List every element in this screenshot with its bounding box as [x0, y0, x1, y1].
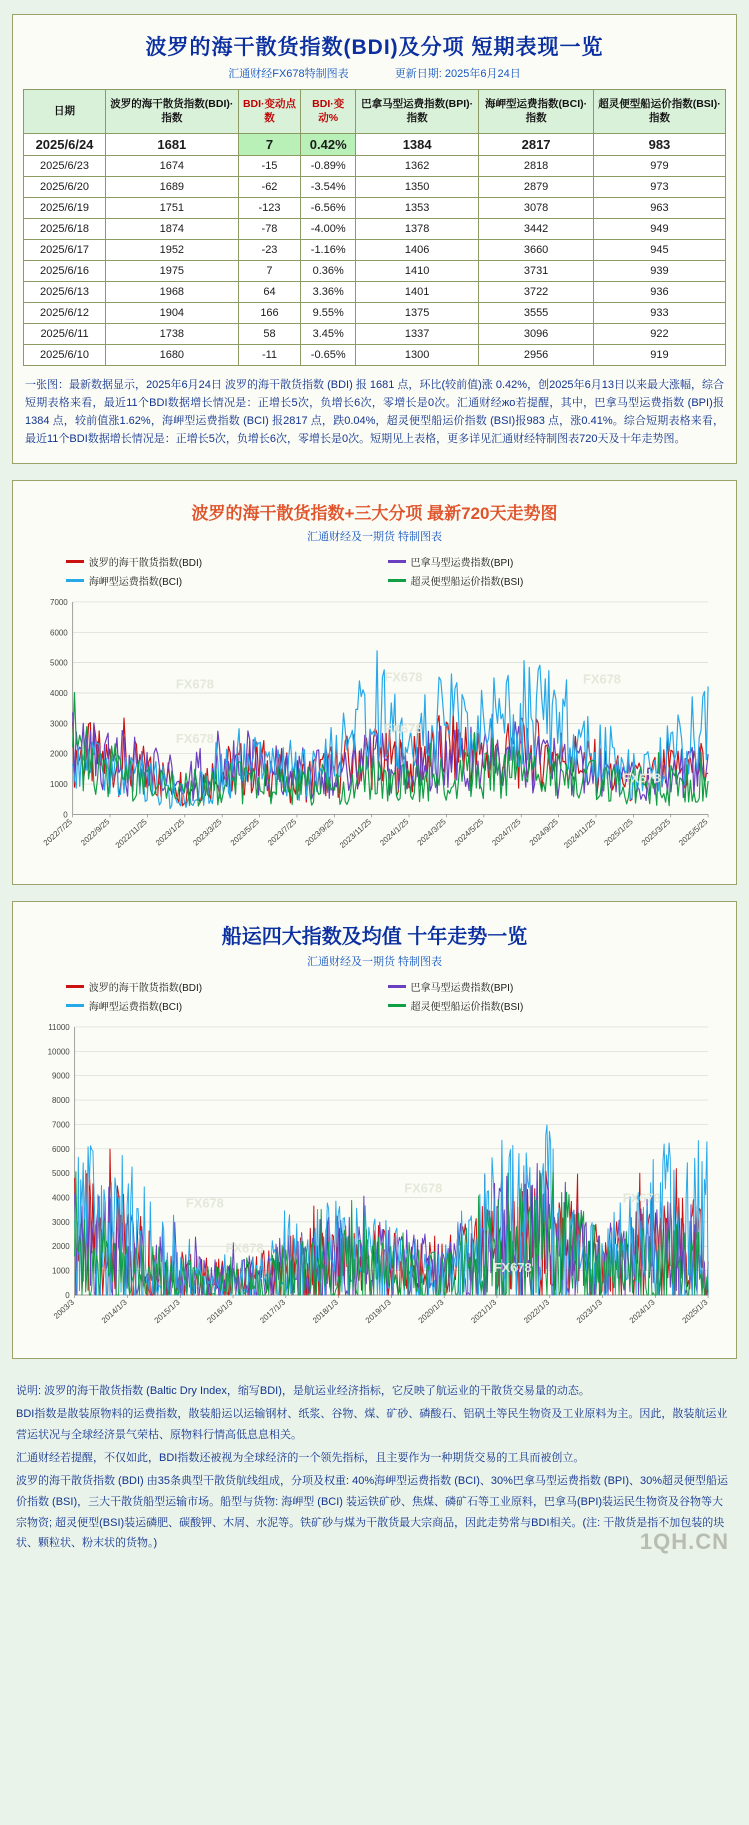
chart-10y-legend	[23, 975, 726, 1019]
cell-chg: 166	[238, 303, 301, 324]
legend-swatch-bpi	[388, 985, 406, 988]
svg-text:2021/1/3: 2021/1/3	[469, 1297, 499, 1325]
table-row	[24, 156, 726, 177]
svg-text:FX678: FX678	[622, 770, 661, 786]
svg-text:2022/7/25: 2022/7/25	[41, 816, 75, 848]
svg-text:6000: 6000	[52, 1144, 70, 1154]
cell-bdi: 1680	[106, 345, 239, 366]
svg-text:9000: 9000	[52, 1071, 70, 1081]
table-subtitle	[23, 63, 726, 89]
cell-bdi: 1952	[106, 240, 239, 261]
note-line-1: 说明: 波罗的海干散货指数 (Baltic Dry Index，缩写BDI)，是航运业经济指标，它反映了航运业的干散货交易量的动态。	[16, 1385, 590, 1398]
cell-bci: 3660	[479, 240, 594, 261]
legend-label: 海岬型运费指数(BCI)	[88, 576, 183, 588]
legend-label: 巴拿马型运费指数(BPI)	[410, 982, 514, 994]
summary-text: 一张图：最新数据显示，2025年6月24日 波罗的海干散货指数 (BDI) 报 1681 点，环比(较前值)涨 0.42%，创2025年6月13日以来最大涨幅，综合短期表格来看，最近11个BDI数据增长情况是：正增长5次，负增长6次，零增长是0次。汇通财经жо若提醒，其中，巴拿马型运费指数 (BPI)报1384 点，较前值涨1.62%，海岬型运费指数 (BCI) 报2817 点，跌0.04%，超灵便型船运价指数 (BSI)报983 点，涨0.41%。综合短期表格来看，最近11个BDI数据增长情况是：正增长5次，负增长6次，零增长是0次。短期见上表格，更多详见汇通财经特制图表720天及十年走势图。	[25, 379, 724, 446]
svg-text:0: 0	[63, 809, 68, 819]
chart-720d-title: 波罗的海干散货指数+三大分项 最新720天走势图	[191, 503, 558, 523]
svg-text:FX678: FX678	[384, 720, 423, 736]
svg-text:2024/11/25: 2024/11/25	[562, 816, 598, 850]
svg-text:2023/1/3: 2023/1/3	[574, 1297, 604, 1325]
svg-text:1000: 1000	[52, 1266, 70, 1276]
cell-chg: -62	[238, 177, 301, 198]
svg-text:4000: 4000	[52, 1193, 70, 1203]
cell-bsi: 973	[593, 177, 725, 198]
cell-bci: 2818	[479, 156, 594, 177]
cell-bsi: 949	[593, 219, 725, 240]
cell-bsi: 983	[593, 134, 725, 156]
table-row	[24, 261, 726, 282]
chart-10y-title: 船运四大指数及均值 十年走势一览	[221, 925, 528, 948]
col-bdi: 波罗的海干散货指数(BDI)·指数	[106, 90, 239, 134]
cell-chg: -123	[238, 198, 301, 219]
cell-bsi: 939	[593, 261, 725, 282]
note-line-3: 汇通财经若提醒，不仅如此，BDI指数还被视为全球经济的一个领先指标，且主要作为一种期货交易的工具而被创立。	[16, 1451, 585, 1464]
svg-text:7000: 7000	[50, 597, 68, 607]
svg-text:2023/1/25: 2023/1/25	[153, 816, 187, 848]
svg-text:2024/7/25: 2024/7/25	[490, 816, 523, 848]
cell-bpi: 1300	[356, 345, 479, 366]
cell-pct: 3.45%	[301, 324, 356, 345]
cell-bsi: 919	[593, 345, 725, 366]
cell-bci: 3555	[479, 303, 594, 324]
legend-label: 超灵便型船运价指数(BSI)	[410, 1001, 524, 1013]
svg-text:2024/1/3: 2024/1/3	[627, 1297, 657, 1325]
svg-text:2024/9/25: 2024/9/25	[527, 816, 560, 848]
svg-text:2023/3/25: 2023/3/25	[191, 816, 224, 848]
chart-10y-subtitle: 汇通财经及一期货 特制图表	[306, 955, 443, 968]
svg-text:2023/11/25: 2023/11/25	[337, 816, 374, 850]
svg-text:2022/9/25: 2022/9/25	[79, 816, 112, 848]
svg-text:2023/7/25: 2023/7/25	[266, 816, 299, 848]
cell-bpi: 1350	[356, 177, 479, 198]
svg-text:2024/5/25: 2024/5/25	[452, 816, 486, 848]
legend-item	[388, 573, 684, 588]
col-bdi-change-points: BDI·变动点数	[238, 90, 301, 134]
legend-swatch-bci	[66, 579, 84, 582]
legend-label: 海岬型运费指数(BCI)	[88, 1001, 183, 1013]
chart-720d-svg	[27, 594, 722, 872]
svg-text:2018/1/3: 2018/1/3	[310, 1297, 340, 1325]
svg-text:2025/1/3: 2025/1/3	[680, 1297, 710, 1325]
page-title: 波罗的海干散货指数(BDI)及分项 短期表现一览	[145, 36, 604, 59]
cell-bpi: 1362	[356, 156, 479, 177]
table-row	[24, 198, 726, 219]
note-line-2: BDI指数是散装原物料的运费指数，散装船运以运输钢材、纸浆、谷物、煤、矿砂、磷酸石、铝矾土等民生物资及工业原料为主。因此，散装航运业营运状况与全球经济景气荣枯、原物料行情高低息息相关。	[16, 1408, 728, 1441]
cell-pct: -4.00%	[301, 219, 356, 240]
svg-text:1000: 1000	[50, 779, 68, 789]
bdi-table-panel	[12, 14, 737, 464]
col-date: 日期	[24, 90, 106, 134]
svg-text:2000: 2000	[50, 749, 68, 759]
table-row	[24, 134, 726, 156]
svg-text:11000: 11000	[48, 1022, 70, 1032]
cell-bsi: 979	[593, 156, 725, 177]
cell-bdi: 1975	[106, 261, 239, 282]
cell-pct: -3.54%	[301, 177, 356, 198]
chart-720d-panel	[12, 480, 737, 885]
svg-text:3000: 3000	[52, 1217, 70, 1227]
svg-text:10000: 10000	[47, 1046, 70, 1056]
legend-swatch-bdi	[66, 560, 84, 563]
cell-bpi: 1375	[356, 303, 479, 324]
cell-bpi: 1378	[356, 219, 479, 240]
svg-text:6000: 6000	[50, 627, 68, 637]
svg-text:2023/5/25: 2023/5/25	[228, 816, 261, 848]
svg-text:2000: 2000	[52, 1241, 70, 1251]
svg-text:2025/5/25: 2025/5/25	[677, 816, 710, 848]
notes-section	[12, 1375, 737, 1564]
cell-date: 2025/6/10	[24, 345, 106, 366]
update-date: 更新日期: 2025年6月24日	[394, 68, 521, 80]
svg-text:FX678: FX678	[175, 675, 214, 691]
cell-date: 2025/6/17	[24, 240, 106, 261]
cell-chg: -23	[238, 240, 301, 261]
svg-text:2025/3/25: 2025/3/25	[639, 816, 673, 848]
cell-chg: 58	[238, 324, 301, 345]
col-bpi: 巴拿马型运费指数(BPI)·指数	[356, 90, 479, 134]
site-watermark: 1QH.CN	[639, 1528, 729, 1554]
svg-text:2023/9/25: 2023/9/25	[303, 816, 336, 848]
svg-text:2017/1/3: 2017/1/3	[258, 1297, 288, 1325]
svg-text:FX678: FX678	[384, 668, 423, 684]
legend-item	[388, 554, 684, 569]
cell-bdi: 1904	[106, 303, 239, 324]
svg-text:5000: 5000	[52, 1168, 70, 1178]
cell-bpi: 1410	[356, 261, 479, 282]
note-line-4: 波罗的海干散货指数 (BDI) 由35条典型干散货航线组成，分项及权重: 40%海岬型运费指数 (BCI)、30%巴拿马型运费指数 (BPI)、30%超灵便型船运价指数 (BSI)，三大干散货船型运输市场。船型与货物: 海岬型 (BCI) 装运铁矿砂、焦煤、磷矿石等工业原料，巴拿马(BPI)装运民生物资及谷物等大宗物资; 超灵便型(BSI)装运磷肥、碳酸钾、木屑、水泥等。铁矿砂与煤为干散货最大宗商品，因此走势常与BDI相关。(注: 干散货是指不加包装的块状、颗粒状、粉末状的货物。)	[16, 1474, 728, 1550]
cell-bci: 3096	[479, 324, 594, 345]
table-header	[24, 90, 726, 134]
legend-label: 超灵便型船运价指数(BSI)	[410, 576, 524, 588]
cell-bci: 2956	[479, 345, 594, 366]
col-bci: 海岬型运费指数(BCI)·指数	[479, 90, 594, 134]
svg-text:FX678: FX678	[225, 1239, 264, 1255]
cell-pct: 0.36%	[301, 261, 356, 282]
cell-bci: 3722	[479, 282, 594, 303]
bdi-table	[23, 89, 726, 366]
cell-date: 2025/6/11	[24, 324, 106, 345]
cell-bci: 2879	[479, 177, 594, 198]
legend-swatch-bsi	[388, 579, 406, 582]
table-row	[24, 177, 726, 198]
cell-bsi: 945	[593, 240, 725, 261]
legend-swatch-bpi	[388, 560, 406, 563]
svg-text:2024/3/25: 2024/3/25	[415, 816, 448, 848]
cell-bsi: 922	[593, 324, 725, 345]
legend-label: 巴拿马型运费指数(BPI)	[410, 557, 514, 569]
svg-text:FX678: FX678	[493, 1259, 532, 1275]
table-body	[24, 134, 726, 366]
svg-text:8000: 8000	[52, 1095, 70, 1105]
legend-swatch-bsi	[388, 1004, 406, 1007]
cell-date: 2025/6/24	[24, 134, 106, 156]
table-row	[24, 282, 726, 303]
svg-text:2025/1/25: 2025/1/25	[602, 816, 635, 848]
svg-text:2022/11/25: 2022/11/25	[113, 816, 149, 850]
cell-date: 2025/6/19	[24, 198, 106, 219]
cell-chg: -15	[238, 156, 301, 177]
cell-date: 2025/6/20	[24, 177, 106, 198]
svg-text:2022/1/3: 2022/1/3	[522, 1297, 552, 1325]
cell-bsi: 936	[593, 282, 725, 303]
cell-bsi: 933	[593, 303, 725, 324]
legend-item	[388, 998, 684, 1013]
chart-10y-panel	[12, 901, 737, 1360]
cell-bci: 3731	[479, 261, 594, 282]
cell-bsi: 963	[593, 198, 725, 219]
svg-text:2024/1/25: 2024/1/25	[378, 816, 411, 848]
svg-text:FX678: FX678	[185, 1195, 224, 1211]
cell-date: 2025/6/16	[24, 261, 106, 282]
legend-item	[66, 554, 362, 569]
source-label: 汇通财经FX678特制图表	[228, 68, 349, 80]
chart-10y-plot-wrap	[23, 1019, 726, 1347]
svg-text:5000: 5000	[50, 658, 68, 668]
cell-bdi: 1674	[106, 156, 239, 177]
legend-label: 波罗的海干散货指数(BDI)	[88, 982, 203, 994]
svg-text:FX678: FX678	[175, 730, 214, 746]
svg-text:2015/1/3: 2015/1/3	[152, 1297, 182, 1325]
cell-bci: 3442	[479, 219, 594, 240]
cell-pct: 9.55%	[301, 303, 356, 324]
cell-pct: 0.42%	[301, 134, 356, 156]
col-bsi: 超灵便型船运价指数(BSI)·指数	[593, 90, 725, 134]
cell-bpi: 1401	[356, 282, 479, 303]
cell-chg: -78	[238, 219, 301, 240]
cell-pct: -0.65%	[301, 345, 356, 366]
svg-text:2016/1/3: 2016/1/3	[205, 1297, 235, 1325]
legend-item	[388, 979, 684, 994]
cell-date: 2025/6/23	[24, 156, 106, 177]
table-header-row	[24, 90, 726, 134]
svg-text:0: 0	[65, 1290, 70, 1300]
legend-item	[66, 573, 362, 588]
cell-bdi: 1874	[106, 219, 239, 240]
table-row	[24, 303, 726, 324]
svg-text:3000: 3000	[50, 718, 68, 728]
cell-date: 2025/6/18	[24, 219, 106, 240]
cell-chg: 7	[238, 134, 301, 156]
cell-bdi: 1689	[106, 177, 239, 198]
cell-bci: 2817	[479, 134, 594, 156]
cell-bci: 3078	[479, 198, 594, 219]
cell-pct: 3.36%	[301, 282, 356, 303]
legend-item	[66, 998, 362, 1013]
cell-pct: -1.16%	[301, 240, 356, 261]
svg-text:2019/1/3: 2019/1/3	[363, 1297, 393, 1325]
legend-item	[66, 979, 362, 994]
chart-720d-legend	[23, 550, 726, 594]
cell-bpi: 1353	[356, 198, 479, 219]
chart-10y-svg	[27, 1019, 722, 1347]
table-row	[24, 240, 726, 261]
svg-text:FX678: FX678	[404, 1180, 443, 1196]
cell-bpi: 1384	[356, 134, 479, 156]
cell-chg: 64	[238, 282, 301, 303]
cell-chg: -11	[238, 345, 301, 366]
table-row	[24, 324, 726, 345]
cell-bdi: 1738	[106, 324, 239, 345]
cell-bdi: 1751	[106, 198, 239, 219]
cell-bpi: 1337	[356, 324, 479, 345]
svg-text:2003/3: 2003/3	[51, 1297, 76, 1321]
cell-date: 2025/6/12	[24, 303, 106, 324]
col-bdi-change-pct: BDI·变动%	[301, 90, 356, 134]
legend-swatch-bdi	[66, 985, 84, 988]
svg-text:2020/1/3: 2020/1/3	[416, 1297, 446, 1325]
svg-text:4000: 4000	[50, 688, 68, 698]
svg-text:FX678: FX678	[622, 1190, 661, 1206]
cell-date: 2025/6/13	[24, 282, 106, 303]
svg-text:7000: 7000	[52, 1119, 70, 1129]
svg-text:2014/1/3: 2014/1/3	[99, 1297, 129, 1325]
svg-text:FX678: FX678	[583, 670, 621, 686]
cell-pct: -6.56%	[301, 198, 356, 219]
cell-bpi: 1406	[356, 240, 479, 261]
cell-bdi: 1968	[106, 282, 239, 303]
chart-720d-plot-wrap	[23, 594, 726, 872]
cell-pct: -0.89%	[301, 156, 356, 177]
cell-bdi: 1681	[106, 134, 239, 156]
legend-label: 波罗的海干散货指数(BDI)	[88, 557, 203, 569]
legend-swatch-bci	[66, 1004, 84, 1007]
cell-chg: 7	[238, 261, 301, 282]
table-row	[24, 345, 726, 366]
table-row	[24, 219, 726, 240]
chart-720d-subtitle: 汇通财经及一期货 特制图表	[306, 530, 443, 543]
